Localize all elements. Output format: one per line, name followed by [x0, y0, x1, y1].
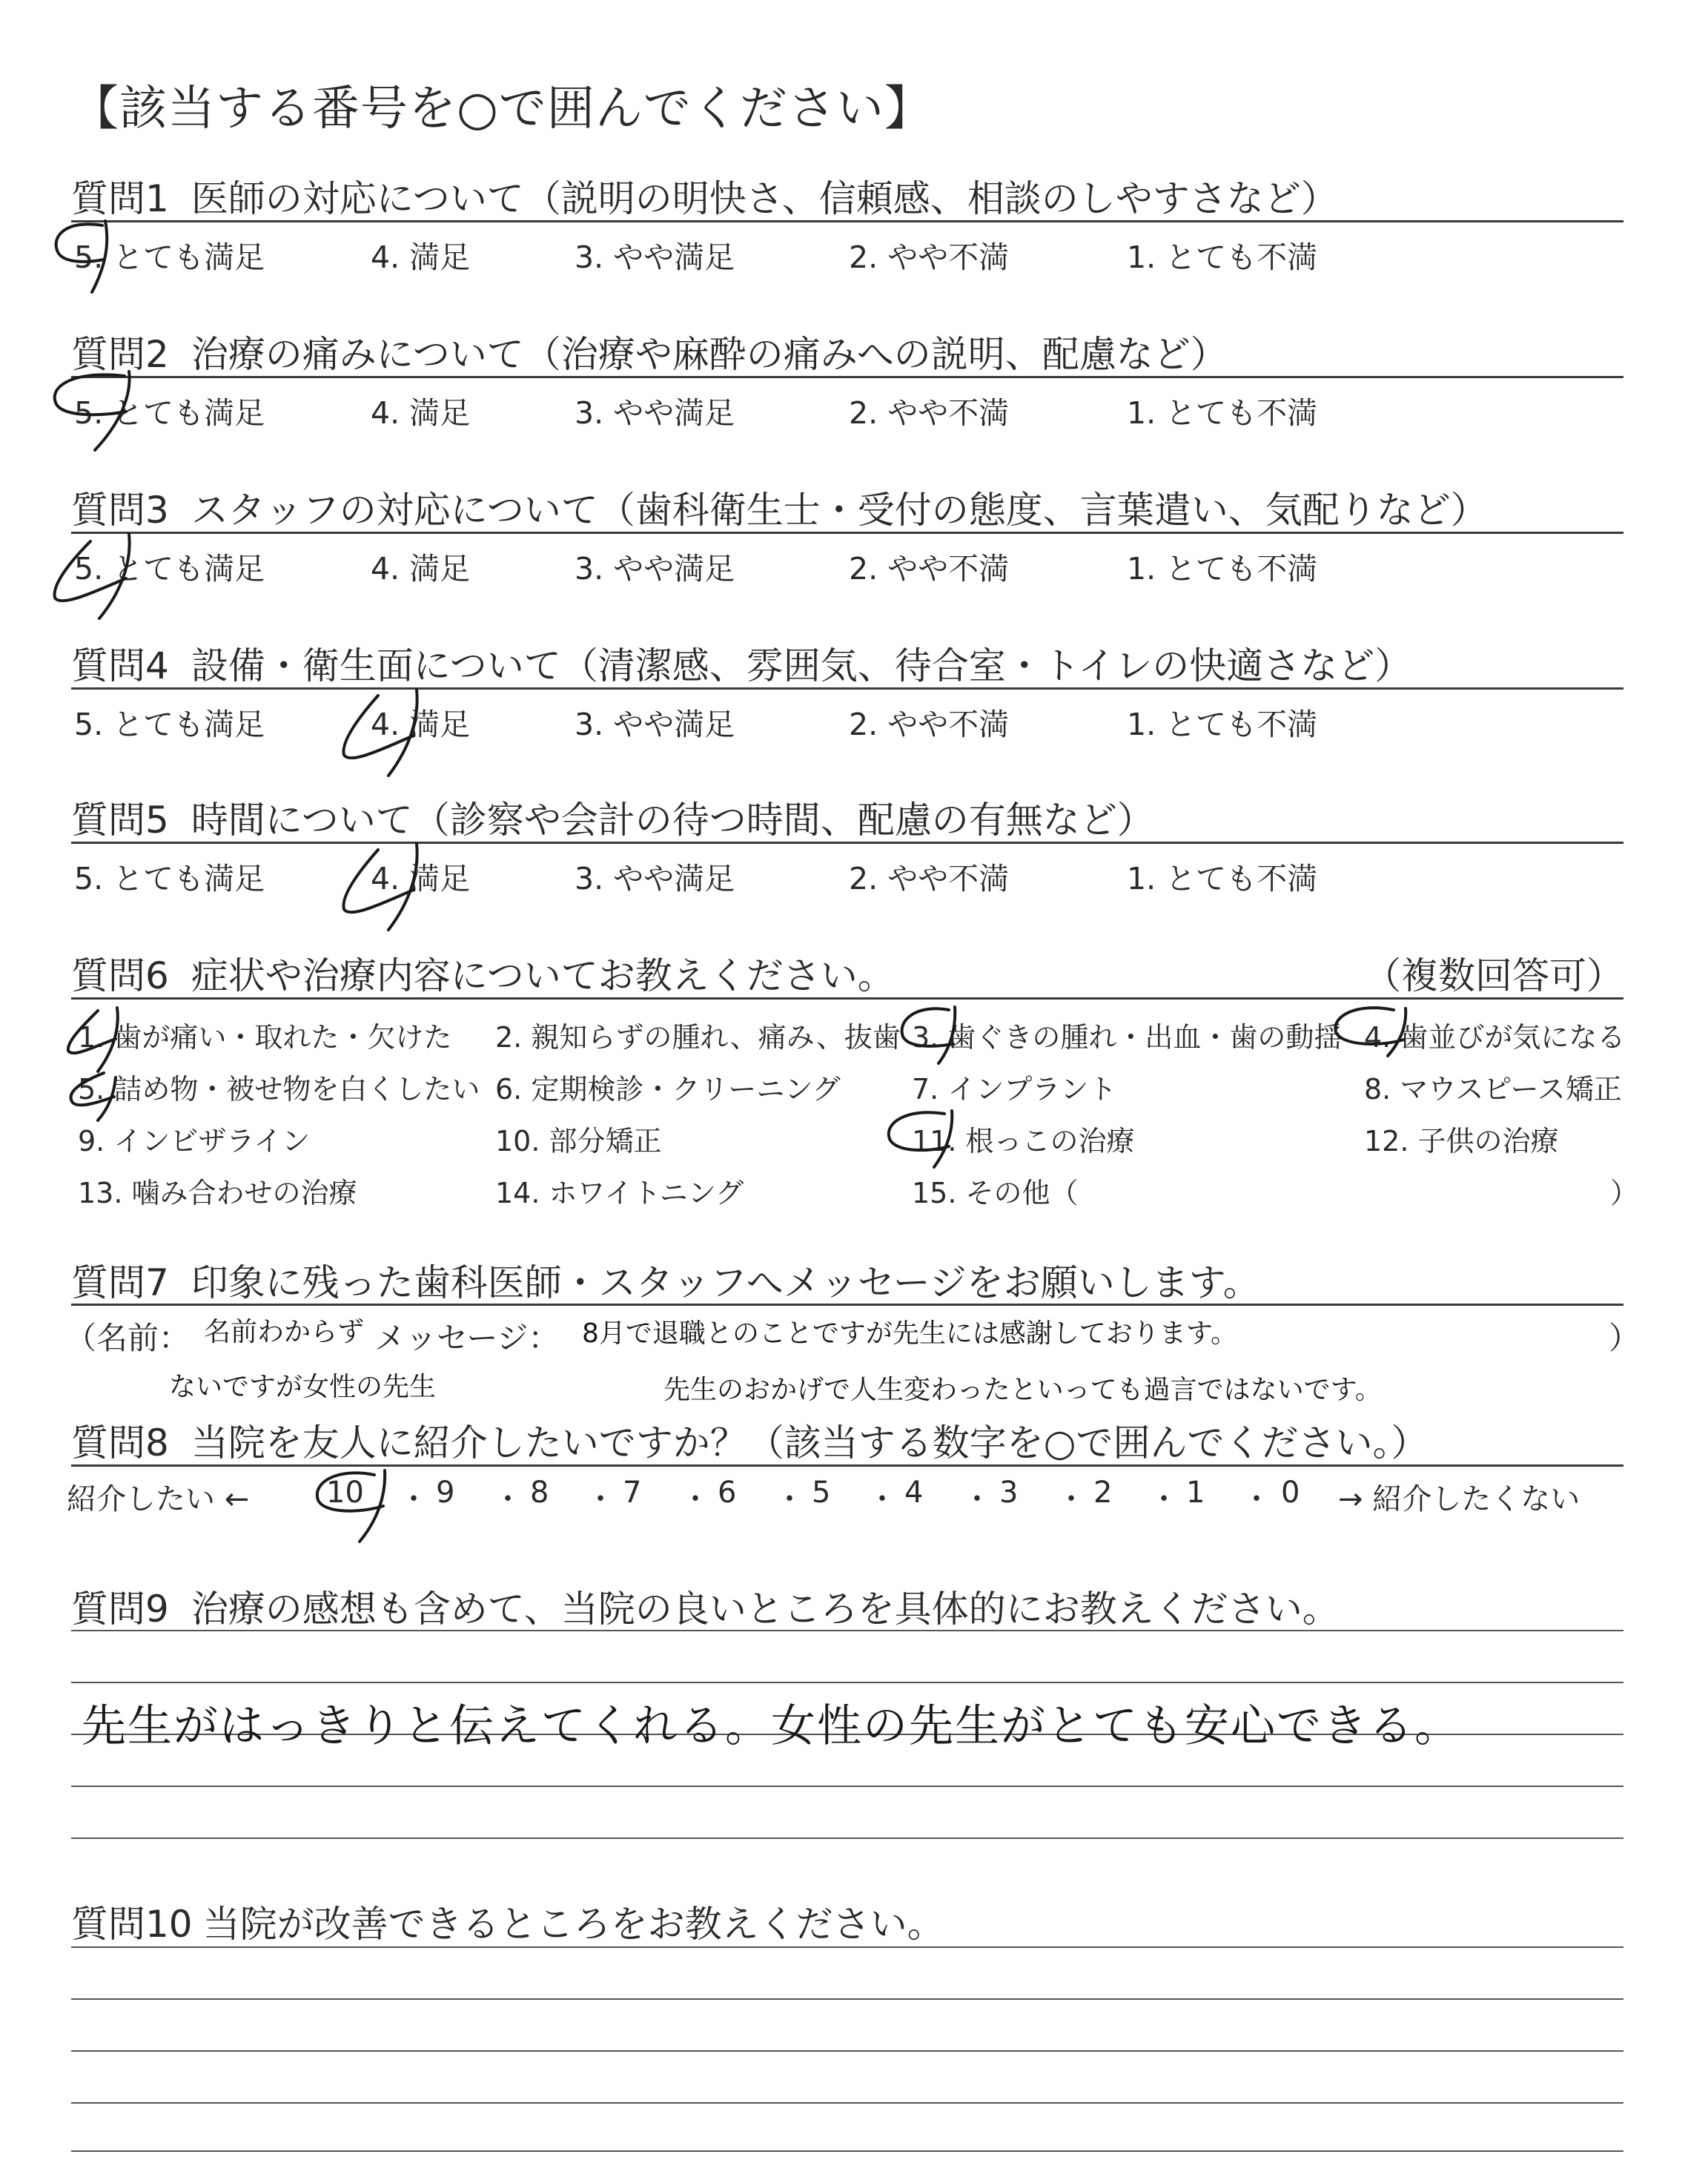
q8-dot: ・: [586, 1482, 615, 1516]
q1-option-2[interactable]: 2. やや不満: [849, 240, 1010, 275]
question-3-heading: [71, 480, 1488, 534]
question-1-text: 医師の対応について（説明の明快さ、信頼感、相談のしやすさなど）: [191, 177, 1338, 220]
q3-handwritten-circle-mark: [39, 526, 142, 623]
q8-right-label: → 紹介したくない: [1338, 1482, 1580, 1516]
q9-answer-line-4: [71, 1786, 1623, 1787]
q2-option-3[interactable]: 3. やや満足: [575, 395, 735, 431]
q8-handwritten-circle-10: [300, 1464, 397, 1546]
question-8-text: 当院を友人に紹介したいですか？（該当する数字を○で囲んでください。）: [191, 1421, 1429, 1464]
q1-option-3[interactable]: 3. やや満足: [575, 240, 735, 275]
q9-answer-line-5: [71, 1837, 1623, 1839]
q6-option-12[interactable]: 12. 子供の治療: [1364, 1125, 1559, 1157]
q10-answer-line-4: [71, 2102, 1623, 2104]
question-5-rule: [71, 842, 1623, 844]
q8-dot: ・: [775, 1482, 804, 1516]
q10-answer-line-3: [71, 2050, 1623, 2052]
question-10-number: 質問10: [71, 1903, 193, 1946]
q8-dot: ・: [1056, 1482, 1086, 1516]
q8-scale-2[interactable]: 2: [1093, 1476, 1113, 1510]
q6-handwritten-circle-11: [875, 1105, 964, 1172]
q6-option-15-close-paren: ）: [1610, 1177, 1639, 1209]
question-4-heading: [71, 636, 1411, 690]
q6-option-8[interactable]: 8. マウスピース矯正: [1364, 1073, 1622, 1106]
question-6-number: 質問6: [71, 954, 169, 997]
q1-option-4[interactable]: 4. 満足: [371, 240, 471, 275]
q8-scale-8[interactable]: 8: [530, 1476, 549, 1510]
q5-option-3[interactable]: 3. やや満足: [575, 861, 735, 896]
q6-handwritten-circle-4: [1320, 1001, 1416, 1060]
q8-scale-10[interactable]: 10: [326, 1476, 364, 1510]
question-9-number: 質問9: [71, 1588, 169, 1631]
question-2-number: 質問2: [71, 333, 169, 376]
q5-option-2[interactable]: 2. やや不満: [849, 861, 1010, 896]
q7-name-label: （名前：: [65, 1320, 191, 1356]
q1-option-5[interactable]: 5. とても満足: [74, 240, 265, 275]
question-3-number: 質問3: [71, 489, 169, 532]
q8-scale-5[interactable]: 5: [812, 1476, 831, 1510]
q3-option-2[interactable]: 2. やや不満: [849, 551, 1010, 587]
q6-option-3[interactable]: 3. 歯ぐきの腫れ・出血・歯の動揺: [912, 1021, 1343, 1054]
q8-dot: ・: [681, 1482, 710, 1516]
question-5-heading: [71, 790, 1154, 844]
q6-option-14[interactable]: 14. ホワイトニング: [495, 1177, 744, 1209]
question-1-heading: [71, 169, 1338, 222]
q8-dot: ・: [962, 1482, 992, 1516]
q5-option-4[interactable]: 4. 満足: [371, 861, 471, 896]
q8-dot: ・: [399, 1482, 428, 1516]
question-7-number: 質問7: [71, 1261, 169, 1304]
question-5-text: 時間について（診察や会計の待つ時間、配慮の有無など）: [191, 799, 1154, 842]
question-2-heading: [71, 325, 1228, 378]
q8-dot: ・: [867, 1482, 897, 1516]
question-8-heading: [71, 1413, 1428, 1467]
q1-handwritten-circle-mark: [44, 215, 126, 297]
q5-handwritten-circle-mark: [326, 838, 430, 934]
q6-handwritten-mark-1-5: [52, 1005, 133, 1123]
question-7-rule: [71, 1304, 1623, 1306]
q2-handwritten-circle-mark: [37, 367, 141, 456]
q1-option-1[interactable]: 1. とても不満: [1127, 240, 1318, 275]
q6-option-7[interactable]: 7. インプラント: [912, 1073, 1117, 1106]
q4-option-3[interactable]: 3. やや満足: [575, 707, 735, 742]
page-title: 【該当する番号を○で囲んでください】: [71, 82, 933, 136]
q6-handwritten-circle-3: [890, 1001, 971, 1068]
question-4-number: 質問4: [71, 644, 169, 687]
question-4-text: 設備・衛生面について（清潔感、雰囲気、待合室・トイレの快適さなど）: [191, 644, 1412, 687]
question-1-rule: [71, 220, 1623, 222]
question-10-heading: [71, 1895, 944, 1948]
q8-dot: ・: [1149, 1482, 1179, 1516]
q8-dot: ・: [493, 1482, 523, 1516]
question-9-heading: [71, 1579, 1340, 1633]
q8-scale-0[interactable]: 0: [1281, 1476, 1300, 1510]
q4-option-5[interactable]: 5. とても満足: [74, 707, 265, 742]
q6-option-10[interactable]: 10. 部分矯正: [495, 1125, 662, 1157]
q8-scale-4[interactable]: 4: [904, 1476, 924, 1510]
q9-handwritten-answer: 先生がはっきりと伝えてくれる。女性の先生がとても安心できる。: [82, 1700, 1460, 1752]
q2-option-2[interactable]: 2. やや不満: [849, 395, 1010, 431]
q8-scale-3[interactable]: 3: [999, 1476, 1019, 1510]
q10-answer-line-1: [71, 1946, 1623, 1948]
q7-handwritten-message-line-2: 先生のおかげで人生変わったといっても過言ではないです。: [663, 1375, 1382, 1405]
q8-scale-1[interactable]: 1: [1186, 1476, 1205, 1510]
q3-option-3[interactable]: 3. やや満足: [575, 551, 735, 587]
q6-option-15[interactable]: 15. その他（: [912, 1177, 1079, 1209]
q9-answer-line-1: [71, 1630, 1623, 1631]
q6-option-5[interactable]: 5. 詰め物・被せ物を白くしたい: [78, 1073, 480, 1106]
q7-message-label: メッセージ：: [374, 1320, 560, 1356]
q8-scale-6[interactable]: 6: [718, 1476, 737, 1510]
question-2-rule: [71, 376, 1623, 378]
q2-option-5[interactable]: 5. とても満足: [74, 395, 265, 431]
question-9-text: 治療の感想も含めて、当院の良いところを具体的にお教えください。: [191, 1588, 1340, 1631]
q3-option-1[interactable]: 1. とても不満: [1127, 551, 1318, 587]
q7-handwritten-message-line-1: 8月で退職とのことですが先生には感謝しております。: [582, 1318, 1238, 1349]
q6-option-1[interactable]: 1. 歯が痛い・取れた・欠けた: [78, 1021, 452, 1054]
q8-dot: ・: [1242, 1482, 1271, 1516]
question-7-text: 印象に残った歯科医師・スタッフへメッセージをお願いします。: [191, 1261, 1260, 1304]
q9-answer-line-2: [71, 1682, 1623, 1683]
q5-option-1[interactable]: 1. とても不満: [1127, 861, 1318, 896]
q2-option-4[interactable]: 4. 満足: [371, 395, 471, 431]
question-6-rule: [71, 997, 1623, 1000]
q3-option-5[interactable]: 5. とても満足: [74, 551, 265, 587]
question-10-text: 当院が改善できるところをお教えください。: [202, 1903, 944, 1946]
q4-option-1[interactable]: 1. とても不満: [1127, 707, 1318, 742]
q6-option-4[interactable]: 4. 歯並びが気になる: [1364, 1021, 1626, 1054]
q8-scale-9[interactable]: 9: [436, 1476, 455, 1510]
q6-option-9[interactable]: 9. インビザライン: [78, 1125, 311, 1157]
q7-handwritten-name-line-2: ないですが女性の先生: [169, 1372, 437, 1402]
q10-answer-line-5: [71, 2150, 1623, 2152]
q6-option-2[interactable]: 2. 親知らずの腫れ、痛み、抜歯: [495, 1021, 901, 1054]
question-1-number: 質問1: [71, 177, 169, 220]
question-6-text: 症状や治療内容についてお教えください。: [191, 954, 895, 997]
question-6-multiple-note: （複数回答可）: [1364, 954, 1623, 997]
question-8-number: 質問8: [71, 1421, 169, 1464]
question-3-text: スタッフの対応について（歯科衛生士・受付の態度、言葉遣い、気配りなど）: [191, 489, 1488, 532]
q4-option-2[interactable]: 2. やや不満: [849, 707, 1010, 742]
question-2-text: 治療の痛みについて（治療や麻酔の痛みへの説明、配慮など）: [191, 333, 1228, 376]
question-6-heading: [71, 946, 895, 1000]
q7-handwritten-name: 名前わからず: [204, 1317, 365, 1347]
question-3-rule: [71, 532, 1623, 534]
q6-option-11[interactable]: 11. 根っこの治療: [912, 1125, 1135, 1157]
q5-option-5[interactable]: 5. とても満足: [74, 861, 265, 896]
q6-option-13[interactable]: 13. 噛み合わせの治療: [78, 1177, 357, 1209]
q10-answer-line-2: [71, 1998, 1623, 2000]
q2-option-1[interactable]: 1. とても不満: [1127, 395, 1318, 431]
q8-left-label: 紹介したい ←: [67, 1482, 250, 1516]
question-5-number: 質問5: [71, 799, 169, 842]
q6-option-6[interactable]: 6. 定期検診・クリーニング: [495, 1073, 841, 1106]
q8-scale-7[interactable]: 7: [623, 1476, 642, 1510]
question-7-heading: [71, 1253, 1260, 1307]
q3-option-4[interactable]: 4. 満足: [371, 551, 471, 587]
question-4-rule: [71, 687, 1623, 690]
q7-close-paren: ）: [1609, 1320, 1641, 1356]
q4-handwritten-circle-mark: [326, 684, 430, 780]
q4-option-4[interactable]: 4. 満足: [371, 707, 471, 742]
